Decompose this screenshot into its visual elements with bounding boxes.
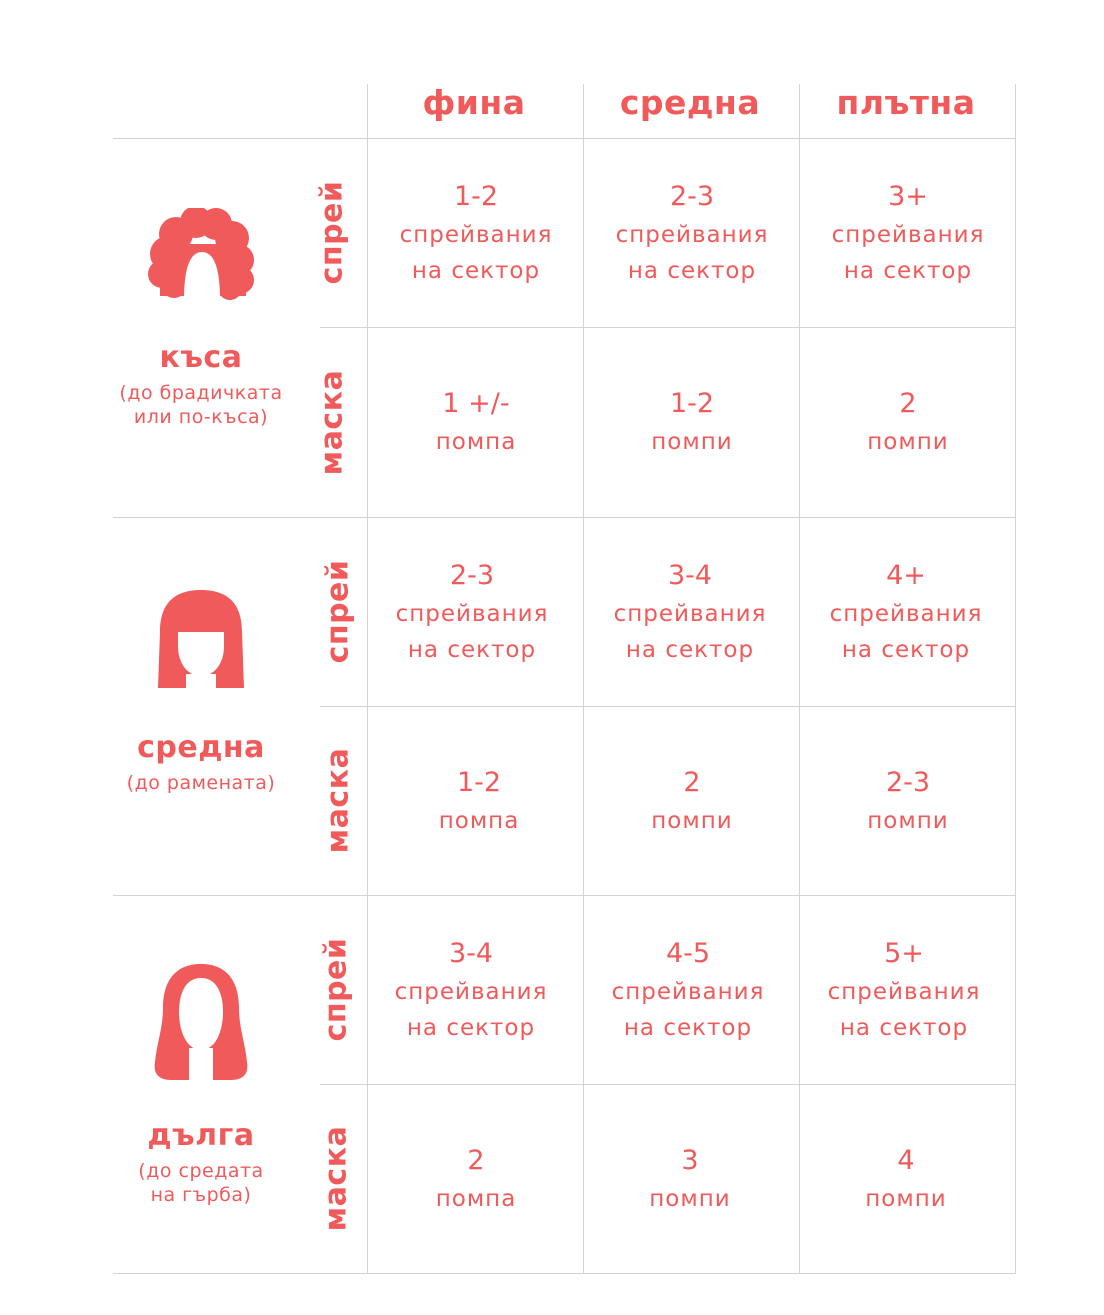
row-type-medium-spray: спрей bbox=[320, 559, 356, 664]
row-type-long-spray: спрей bbox=[318, 937, 354, 1042]
cell-short-spray-thick: 3+ спрейвания на сектор bbox=[831, 180, 985, 284]
group-short bbox=[96, 208, 306, 429]
column-header-thick: плътна bbox=[836, 82, 976, 122]
group-long bbox=[96, 962, 306, 1207]
cell-long-spray-thick: 5+ спрейвания на сектор bbox=[827, 937, 981, 1041]
group-name-long: дълга bbox=[147, 1118, 255, 1153]
cell-medium-spray-medium: 3-4 спрейвания на сектор bbox=[613, 559, 767, 663]
cell-short-mask-fine: 1 +/- помпа bbox=[435, 388, 517, 455]
group-desc-medium: (до рамената) bbox=[126, 772, 276, 794]
cell-long-spray-medium: 4-5 спрейвания на сектор bbox=[611, 937, 765, 1041]
group-medium bbox=[96, 590, 306, 795]
cell-long-spray-fine: 3-4 спрейвания на сектор bbox=[394, 937, 548, 1041]
group-desc-short: (до брадичката или по-къса) bbox=[119, 382, 283, 428]
cell-medium-spray-thick: 4+ спрейвания на сектор bbox=[829, 559, 983, 663]
column-header-medium: средна bbox=[619, 82, 761, 122]
column-header-fine: фина bbox=[422, 82, 526, 122]
row-type-long-mask: маска bbox=[318, 1125, 354, 1232]
cell-medium-mask-fine: 1-2 помпа bbox=[438, 766, 520, 834]
cell-short-spray-medium: 2-3 спрейвания на сектор bbox=[615, 180, 769, 284]
long-hair-icon bbox=[151, 962, 251, 1082]
grid-line-col-4 bbox=[1015, 84, 1016, 1274]
cell-short-mask-thick: 2 помпи bbox=[867, 388, 949, 455]
group-name-medium: средна bbox=[137, 730, 265, 765]
row-type-short-spray: спрей bbox=[314, 180, 350, 285]
cell-medium-mask-medium: 2 помпи bbox=[651, 766, 733, 834]
medium-bob-hair-icon bbox=[156, 590, 246, 690]
cell-short-mask-medium: 1-2 помпи bbox=[651, 388, 733, 455]
cell-long-mask-thick: 4 помпи bbox=[865, 1144, 947, 1212]
row-type-short-mask: маска bbox=[314, 369, 350, 475]
grid-line-bottom bbox=[113, 1273, 1016, 1274]
cell-short-spray-fine: 1-2 спрейвания на сектор bbox=[399, 180, 553, 284]
cell-medium-spray-fine: 2-3 спрейвания на сектор bbox=[395, 559, 549, 663]
cell-long-mask-fine: 2 помпа bbox=[435, 1144, 517, 1212]
group-name-short: къса bbox=[159, 340, 243, 375]
cell-medium-mask-thick: 2-3 помпи bbox=[867, 766, 949, 834]
group-desc-long: (до средата на гърба) bbox=[138, 1160, 264, 1206]
cell-long-mask-medium: 3 помпи bbox=[649, 1144, 731, 1212]
row-type-medium-mask: маска bbox=[320, 747, 356, 854]
curly-short-hair-icon bbox=[146, 208, 256, 300]
